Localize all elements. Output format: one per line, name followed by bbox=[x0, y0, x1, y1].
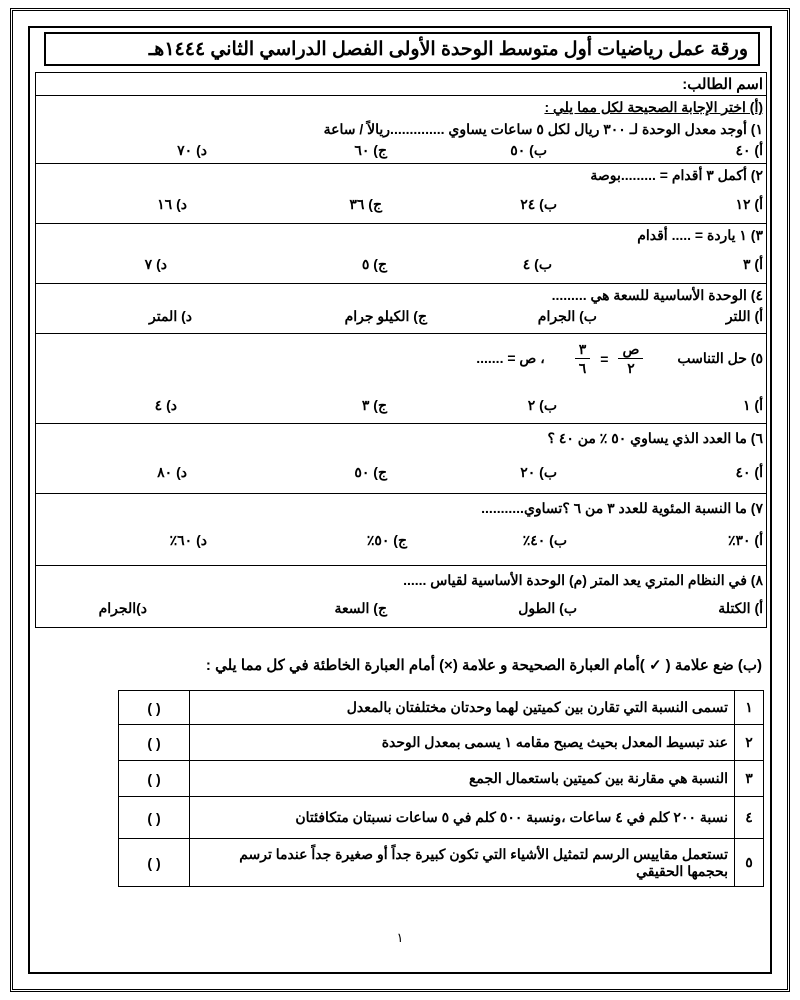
question-8-text: ٨) في النظام المتري يعد المتر (م) الوحدة الأساسية لقياس ...... bbox=[403, 572, 763, 588]
section-a-title: (أ) اختر الإجابة الصحيحة لكل مما يلي : bbox=[544, 99, 763, 115]
true-false-table bbox=[118, 690, 764, 887]
table-row bbox=[119, 761, 764, 797]
question-7-text: ٧) ما النسبة المئوية للعدد ٣ من ٦ ؟تساوي........... bbox=[481, 500, 763, 516]
question-7 bbox=[35, 494, 767, 566]
fraction-3-over-6 bbox=[575, 340, 591, 377]
q4-option-b: ب) الجرام bbox=[537, 308, 597, 324]
table-row bbox=[119, 797, 764, 839]
row-number: ٢ bbox=[735, 725, 764, 761]
row-number: ٣ bbox=[735, 761, 764, 797]
question-4 bbox=[35, 284, 767, 334]
q5-option-b: ب) ٢ bbox=[527, 397, 557, 413]
answer-box[interactable]: ( ) bbox=[119, 725, 190, 761]
q5-option-c: ج) ٣ bbox=[361, 397, 387, 413]
worksheet-title bbox=[44, 32, 760, 66]
row-number: ١ bbox=[735, 691, 764, 725]
fraction-y-over-2 bbox=[618, 340, 643, 377]
q1-option-d: د) ٧٠ bbox=[177, 142, 207, 158]
q8-option-d: د)الجرام bbox=[98, 600, 147, 616]
q8-option-b: ب) الطول bbox=[518, 600, 577, 616]
q7-option-b: ب) ٤٠٪ bbox=[522, 532, 567, 548]
q2-option-d: د) ١٦ bbox=[157, 196, 187, 212]
q6-option-d: د) ٨٠ bbox=[157, 464, 187, 480]
q5-option-d: د) ٤ bbox=[154, 397, 177, 413]
question-8 bbox=[35, 566, 767, 628]
q4-option-c: ج) الكيلو جرام bbox=[344, 308, 427, 324]
statement-text: تسمى النسبة التي تقارن بين كميتين لهما وحدتان مختلفتان بالمعدل bbox=[190, 691, 735, 725]
q4-option-a: أ) اللتر bbox=[725, 308, 763, 324]
q8-option-a: أ) الكتلة bbox=[718, 600, 763, 616]
frac2-numerator: ٣ bbox=[575, 340, 591, 359]
statement-text: تستعمل مقاييس الرسم لتمثيل الأشياء التي تكون كبيرة جداً أو صغيرة جداً عندما ترسم بحجمها الحقيقي bbox=[190, 839, 735, 887]
question-4-text: ٤) الوحدة الأساسية للسعة هي ......... bbox=[551, 287, 763, 303]
equals-sign: = bbox=[600, 350, 609, 367]
question-1 bbox=[35, 96, 767, 164]
question-6-text: ٦) ما العدد الذي يساوي ٥٠ ٪ من ٤٠ ؟ bbox=[547, 430, 763, 446]
question-5-stem bbox=[476, 340, 763, 377]
q1-option-c: ج) ٦٠ bbox=[354, 142, 387, 158]
q3-option-c: ج) ٥ bbox=[361, 256, 387, 272]
q3-option-b: ب) ٤ bbox=[522, 256, 552, 272]
question-1-text: ١) أوجد معدل الوحدة لـ ٣٠٠ ريال لكل ٥ ساعات يساوي ..............ريالاً / ساعة bbox=[323, 121, 763, 137]
question-5 bbox=[35, 334, 767, 424]
student-name-label: اسم الطالب: bbox=[682, 76, 763, 93]
question-2-text: ٢) أكمل ٣ أقدام = .........بوصة bbox=[590, 167, 763, 183]
question-5-text: ٥) حل التناسب bbox=[677, 350, 763, 366]
q1-option-b: ب) ٥٠ bbox=[510, 142, 547, 158]
answer-box[interactable]: ( ) bbox=[119, 839, 190, 887]
answer-box[interactable]: ( ) bbox=[119, 691, 190, 725]
q5-option-a: أ) ١ bbox=[743, 397, 763, 413]
q6-option-a: أ) ٤٠ bbox=[735, 464, 763, 480]
question-2 bbox=[35, 164, 767, 224]
q1-option-a: أ) ٤٠ bbox=[735, 142, 763, 158]
q4-option-d: د) المتر bbox=[149, 308, 192, 324]
q6-option-c: ج) ٥٠ bbox=[354, 464, 387, 480]
title-text: ورقة عمل رياضيات أول متوسط الوحدة الأولى الفصل الدراسي الثاني ١٤٤٤هـ bbox=[148, 38, 748, 60]
q2-option-b: ب) ٢٤ bbox=[520, 196, 557, 212]
answer-box[interactable]: ( ) bbox=[119, 761, 190, 797]
frac2-denominator: ٦ bbox=[578, 360, 587, 376]
q3-option-a: أ) ٣ bbox=[743, 256, 763, 272]
table-row bbox=[119, 725, 764, 761]
student-name-row bbox=[35, 72, 767, 96]
statement-text: النسبة هي مقارنة بين كميتين باستعمال الجمع bbox=[190, 761, 735, 797]
q6-option-b: ب) ٢٠ bbox=[520, 464, 557, 480]
table-row bbox=[119, 839, 764, 887]
row-number: ٤ bbox=[735, 797, 764, 839]
q2-option-c: ج) ٣٦ bbox=[349, 196, 382, 212]
q7-option-a: أ) ٣٠٪ bbox=[727, 532, 763, 548]
q2-option-a: أ) ١٢ bbox=[735, 196, 763, 212]
question-3 bbox=[35, 224, 767, 284]
question-5-tail: ، ص = ....... bbox=[476, 350, 545, 366]
statement-text: عند تبسيط المعدل بحيث يصبح مقامه ١ يسمى بمعدل الوحدة bbox=[190, 725, 735, 761]
page-number: ١ bbox=[396, 930, 404, 945]
q3-option-d: د) ٧ bbox=[144, 256, 167, 272]
frac1-numerator: ص bbox=[618, 340, 643, 359]
question-6 bbox=[35, 424, 767, 494]
row-number: ٥ bbox=[735, 839, 764, 887]
q7-option-c: ج) ٥٠٪ bbox=[366, 532, 407, 548]
q8-option-c: ج) السعة bbox=[334, 600, 387, 616]
question-3-text: ٣) ١ ياردة = ..... أقدام bbox=[637, 227, 763, 243]
frac1-denominator: ٢ bbox=[627, 360, 635, 376]
statement-text: نسبة ٢٠٠ كلم في ٤ ساعات ،ونسبة ٥٠٠ كلم في ٥ ساعات نسبتان متكافئتان bbox=[190, 797, 735, 839]
q7-option-d: د) ٦٠٪ bbox=[169, 532, 207, 548]
answer-box[interactable]: ( ) bbox=[119, 797, 190, 839]
table-row bbox=[119, 691, 764, 725]
section-b-title: (ب) ضع علامة ( ✓ )أمام العبارة الصحيحة و علامة (×) أمام العبارة الخاطئة في كل مما يلي : bbox=[205, 657, 762, 674]
